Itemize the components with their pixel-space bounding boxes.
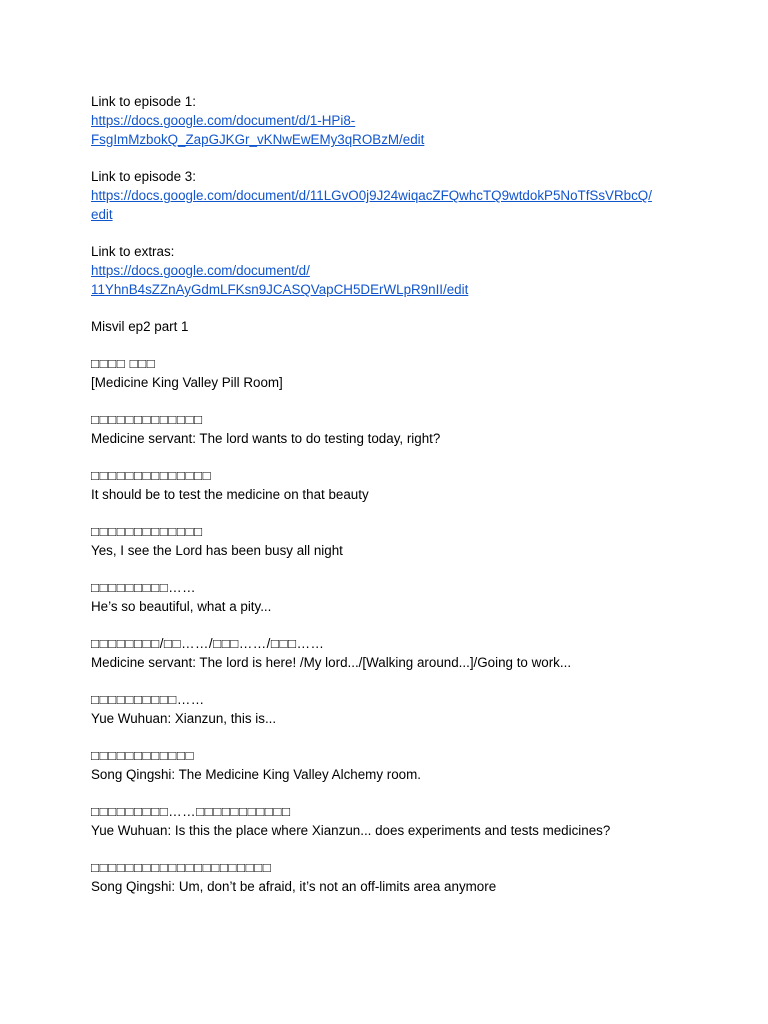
dialogue-entry (91, 634, 691, 672)
document-page (91, 92, 691, 896)
link-url-line[interactable]: 11YhnB4sZZnAyGdmLFKsn9JCASQVapCH5DErWLpR9nII/edit (91, 282, 469, 297)
dialogue-entry (91, 802, 691, 840)
link-url-line[interactable]: https://docs.google.com/document/d/11LGvO0j9J24wiqacZFQwhcTQ9wtdokP5NoTfSsVRbcQ/ (91, 188, 652, 203)
original-text: □□□□□□□□□□□□□□ (91, 468, 212, 483)
link-block-extras (91, 242, 691, 299)
dialogue-entry (91, 746, 691, 784)
original-text: □□□□□□□□□□□□□ (91, 412, 203, 427)
dialogue-entry (91, 466, 691, 504)
dialogue-entry (91, 354, 691, 392)
link-url-line[interactable]: https://docs.google.com/document/d/ (91, 263, 310, 278)
translation-text: Yue Wuhuan: Xianzun, this is... (91, 711, 277, 726)
link-label: Link to episode 3: (91, 169, 196, 184)
dialogue-entry (91, 690, 691, 728)
link-block-episode-1 (91, 92, 691, 149)
link-label: Link to extras: (91, 244, 175, 259)
original-text: □□□□ □□□ (91, 356, 156, 371)
original-text: □□□□□□□□□□□□□□□□□□□□□ (91, 860, 272, 875)
translation-text: Song Qingshi: Um, don’t be afraid, it’s not an off-limits area anymore (91, 879, 497, 894)
dialogue-entry (91, 858, 691, 896)
section-title: Misvil ep2 part 1 (91, 319, 189, 334)
link-url-line[interactable]: edit (91, 207, 113, 222)
link-url-line[interactable]: FsgImMzbokQ_ZapGJKGr_vKNwEwEMy3qROBzM/edit (91, 132, 425, 147)
translation-text: Song Qingshi: The Medicine King Valley Alchemy room. (91, 767, 421, 782)
original-text: □□□□□□□□□□□□□ (91, 524, 203, 539)
original-text: □□□□□□□□/□□……/□□□……/□□□…… (91, 636, 325, 651)
translation-text: [Medicine King Valley Pill Room] (91, 375, 283, 390)
section-title-block (91, 317, 691, 336)
link-block-episode-3 (91, 167, 691, 224)
translation-text: Yue Wuhuan: Is this the place where Xianzun... does experiments and tests medicines? (91, 823, 611, 838)
link-url-line[interactable]: https://docs.google.com/document/d/1-HPi8- (91, 113, 356, 128)
link-label: Link to episode 1: (91, 94, 196, 109)
dialogue-entry (91, 578, 691, 616)
translation-text: He’s so beautiful, what a pity... (91, 599, 272, 614)
translation-text: Yes, I see the Lord has been busy all night (91, 543, 343, 558)
translation-text: Medicine servant: The lord wants to do testing today, right? (91, 431, 441, 446)
translation-text: Medicine servant: The lord is here! /My lord.../[Walking around...]/Going to work... (91, 655, 572, 670)
original-text: □□□□□□□□□……□□□□□□□□□□□ (91, 804, 291, 819)
translation-text: It should be to test the medicine on that beauty (91, 487, 369, 502)
original-text: □□□□□□□□□□…… (91, 692, 205, 707)
dialogue-entry (91, 410, 691, 448)
original-text: □□□□□□□□□…… (91, 580, 197, 595)
original-text: □□□□□□□□□□□□ (91, 748, 195, 763)
dialogue-entry (91, 522, 691, 560)
